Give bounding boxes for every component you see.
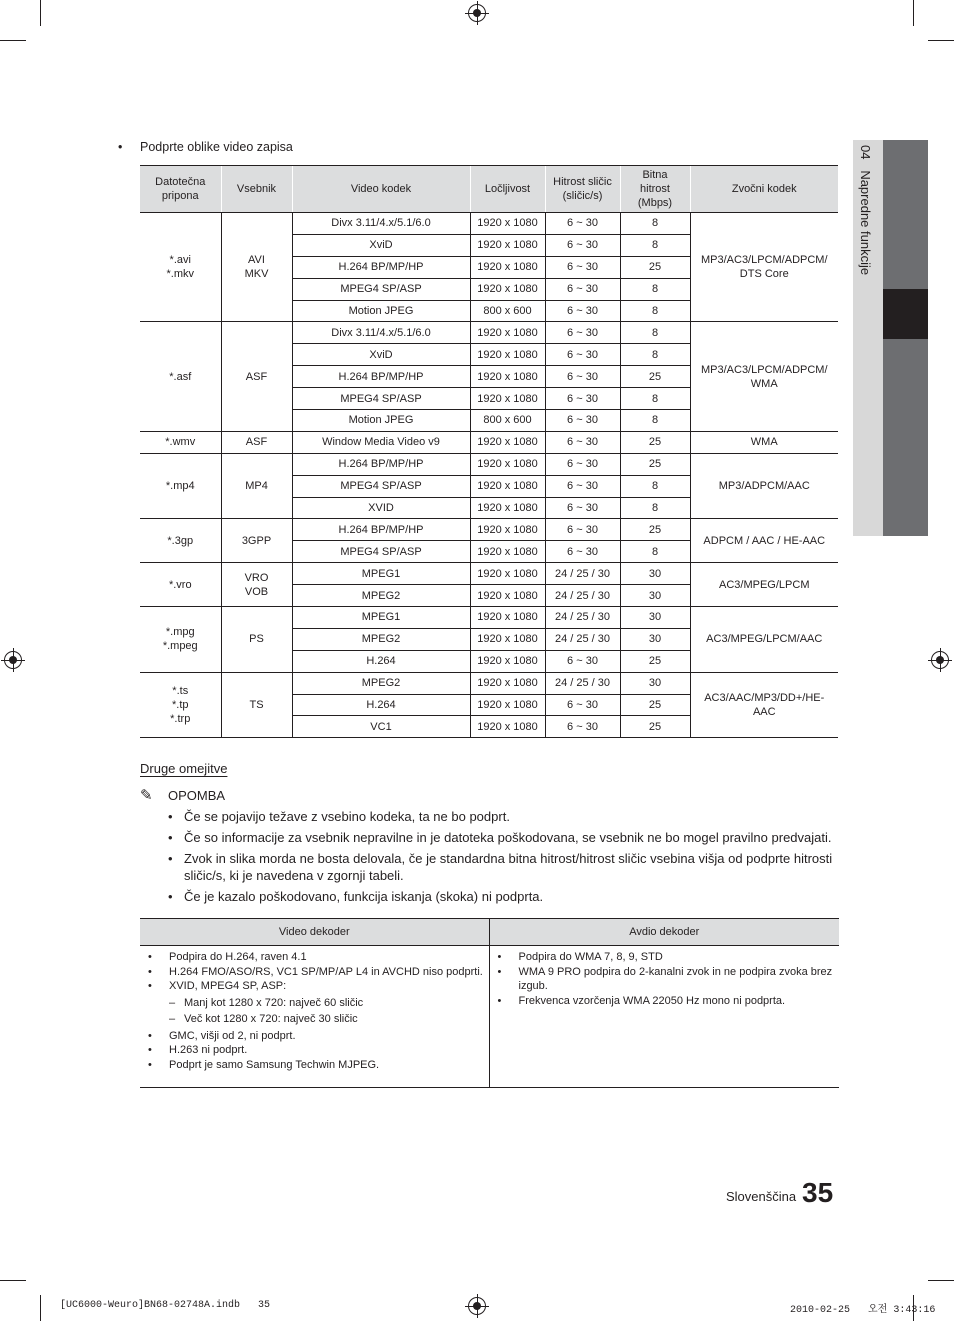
resolution-cell: 1920 x 1080 [470,234,545,256]
list-item [148,1058,489,1073]
bullet-icon: • [168,851,173,866]
audio-codec-cell: ADPCM / AAC / HE-AAC [690,519,838,563]
bullet-icon: • [497,951,502,963]
registration-mark-icon [468,4,486,22]
resolution-cell: 1920 x 1080 [470,628,545,650]
bullet-icon: • [148,965,152,978]
bit-rate-cell: 30 [620,563,690,585]
frame-rate-cell: 24 / 25 / 30 [545,585,620,607]
resolution-cell: 1920 x 1080 [470,431,545,453]
resolution-cell: 1920 x 1080 [470,322,545,344]
audio-codec-cell: WMA [690,431,838,453]
frame-rate-cell: 6 ~ 30 [545,716,620,738]
frame-rate-cell: 6 ~ 30 [545,278,620,300]
chapter-tab-marker [883,289,928,339]
header-container: Vsebnik [221,166,292,213]
note-heading [140,786,225,804]
audio-decoder-list [498,950,840,1008]
resolution-cell: 1920 x 1080 [470,278,545,300]
page-number: 35 [802,1177,834,1208]
bit-rate-cell: 8 [620,475,690,497]
frame-rate-cell: 6 ~ 30 [545,213,620,235]
video-codec-cell: H.264 [292,650,470,672]
bullet-icon: • [497,994,502,1007]
frame-rate-cell: 24 / 25 / 30 [545,563,620,585]
video-codec-cell: H.264 BP/MP/HP [292,366,470,388]
resolution-cell: 800 x 600 [470,300,545,322]
crop-mark [928,40,954,41]
video-codec-cell: XVID [292,497,470,519]
audio-codec-cell: AC3/MPEG/LPCM [690,563,838,607]
bit-rate-cell: 8 [620,410,690,432]
audio-codec-cell: MP3/AC3/LPCM/ADPCM/ DTS Core [690,213,838,322]
frame-rate-cell: 6 ~ 30 [545,431,620,453]
video-codec-cell: MPEG2 [292,628,470,650]
header-frame-rate: Hitrost sličic (sličic/s) [545,166,620,213]
intro-bullet [118,140,293,154]
bit-rate-cell: 8 [620,234,690,256]
resolution-cell: 1920 x 1080 [470,716,545,738]
decoder-table [140,918,839,1088]
list-item [498,950,840,965]
frame-rate-cell: 6 ~ 30 [545,322,620,344]
table-row [140,453,838,475]
list-item-text: Frekvenca vzorčenja WMA 22050 Hz mono ni podprta. [518,994,786,1007]
resolution-cell: 1920 x 1080 [470,672,545,694]
chapter-tab-label [858,145,873,275]
crop-mark [0,1280,26,1281]
frame-rate-cell: 6 ~ 30 [545,541,620,563]
bit-rate-cell: 25 [620,256,690,278]
video-codec-cell: Divx 3.11/4.x/5.1/6.0 [292,213,470,235]
video-codec-cell: VC1 [292,716,470,738]
bit-rate-cell: 25 [620,366,690,388]
list-item [148,1029,489,1044]
video-codec-cell: H.264 BP/MP/HP [292,453,470,475]
bit-rate-cell: 8 [620,300,690,322]
bit-rate-cell: 8 [620,344,690,366]
list-item [148,996,489,1011]
frame-rate-cell: 6 ~ 30 [545,256,620,278]
bit-rate-cell: 8 [620,278,690,300]
container-cell: AVI MKV [221,213,292,322]
bit-rate-cell: 30 [620,672,690,694]
bit-rate-cell: 25 [620,519,690,541]
note-list [168,808,848,909]
extension-cell: *.ts *.tp *.trp [140,672,221,738]
table-row [140,431,838,453]
frame-rate-cell: 6 ~ 30 [545,366,620,388]
frame-rate-cell: 6 ~ 30 [545,234,620,256]
resolution-cell: 1920 x 1080 [470,344,545,366]
video-codec-cell: Motion JPEG [292,300,470,322]
bit-rate-cell: 30 [620,628,690,650]
bit-rate-cell: 8 [620,388,690,410]
bit-rate-cell: 25 [620,650,690,672]
video-codec-cell: MPEG4 SP/ASP [292,388,470,410]
video-decoder-cell [140,946,489,1088]
bit-rate-cell: 8 [620,497,690,519]
resolution-cell: 800 x 600 [470,410,545,432]
header-resolution: Ločljivost [470,166,545,213]
registration-mark-icon [931,651,949,669]
note-item [168,829,848,846]
extension-cell: *.wmv [140,431,221,453]
video-codec-cell: Divx 3.11/4.x/5.1/6.0 [292,322,470,344]
crop-mark [40,0,41,26]
frame-rate-cell: 24 / 25 / 30 [545,672,620,694]
list-item [148,1043,489,1058]
resolution-cell: 1920 x 1080 [470,475,545,497]
table-row [140,563,838,585]
bullet-icon: • [148,1044,152,1056]
frame-rate-cell: 6 ~ 30 [545,410,620,432]
audio-decoder-header: Avdio dekoder [489,919,839,946]
list-item-text: GMC, višji od 2, ni podprt. [169,1029,296,1042]
crop-mark [928,1280,954,1281]
list-item [148,950,489,965]
video-codec-cell: Window Media Video v9 [292,431,470,453]
resolution-cell: 1920 x 1080 [470,366,545,388]
list-item [498,965,840,994]
list-item-text: H.263 ni podprt. [169,1044,248,1056]
resolution-cell: 1920 x 1080 [470,607,545,629]
note-item-text: Če se pojavijo težave z vsebino kodeka, ta ne bo podprt. [184,809,510,824]
bit-rate-cell: 30 [620,607,690,629]
container-cell: 3GPP [221,519,292,563]
video-codec-cell: MPEG4 SP/ASP [292,278,470,300]
frame-rate-cell: 6 ~ 30 [545,694,620,716]
bit-rate-cell: 30 [620,585,690,607]
list-item-text: Podprt je samo Samsung Techwin MJPEG. [169,1058,380,1071]
note-item [168,888,848,905]
bit-rate-cell: 25 [620,694,690,716]
print-slug-date: 2010-02-25 오전 3:43:16 [790,1305,936,1316]
frame-rate-cell: 6 ~ 30 [545,300,620,322]
video-codec-cell: H.264 [292,694,470,716]
audio-codec-cell: AC3/AAC/MP3/DD+/HE- AAC [690,672,838,738]
chapter-number: 04 [858,145,873,160]
video-codec-cell: MPEG2 [292,672,470,694]
print-slug-file: [UC6000-Weuro]BN68-02748A.indb 35 [60,1300,271,1311]
bullet-icon: • [118,140,123,154]
resolution-cell: 1920 x 1080 [470,388,545,410]
video-decoder-list [148,950,489,1072]
video-codec-cell: Motion JPEG [292,410,470,432]
frame-rate-cell: 6 ~ 30 [545,650,620,672]
video-codec-cell: H.264 BP/MP/HP [292,519,470,541]
list-item-text: H.264 FMO/ASO/RS, VC1 SP/MP/AP L4 in AVCHD niso podprti. [169,965,483,978]
resolution-cell: 1920 x 1080 [470,585,545,607]
header-bit-rate: Bitna hitrost (Mbps) [620,166,690,213]
registration-mark-icon [4,651,22,669]
header-extension: Datotečna pripona [140,166,221,213]
resolution-cell: 1920 x 1080 [470,256,545,278]
list-item-text: Podpira do WMA 7, 8, 9, STD [518,951,663,963]
note-item [168,808,848,825]
container-cell: ASF [221,431,292,453]
frame-rate-cell: 6 ~ 30 [545,475,620,497]
resolution-cell: 1920 x 1080 [470,497,545,519]
pencil-icon: ✎ [140,787,153,804]
list-item-text: WMA 9 PRO podpira do 2-kanalni zvok in ne podpira zvoka brez izgub. [518,965,833,992]
bullet-icon: • [148,980,152,992]
codec-table-body [140,213,838,738]
frame-rate-cell: 6 ~ 30 [545,344,620,366]
bullet-icon: • [168,830,173,845]
video-codec-cell: H.264 BP/MP/HP [292,256,470,278]
container-cell: MP4 [221,453,292,519]
list-item-text: Podpira do H.264, raven 4.1 [169,951,307,963]
list-item-text: XVID, MPEG4 SP, ASP: [169,980,287,992]
header-audio-codec: Zvočni kodek [690,166,838,213]
audio-codec-cell: MP3/ADPCM/AAC [690,453,838,519]
list-item-text: Več kot 1280 x 720: največ 30 sličic [184,1013,358,1025]
bullet-icon: • [168,809,173,824]
resolution-cell: 1920 x 1080 [470,213,545,235]
bit-rate-cell: 8 [620,213,690,235]
frame-rate-cell: 24 / 25 / 30 [545,607,620,629]
codec-table-header [140,166,838,213]
audio-codec-cell: MP3/AC3/LPCM/ADPCM/ WMA [690,322,838,431]
frame-rate-cell: 6 ~ 30 [545,388,620,410]
note-item-text: Če so informacije za vsebnik nepravilne in je datoteka poškodovana, se vsebnik ne bo mogel pravilno predvajati. [184,830,832,845]
crop-mark [913,0,914,26]
crop-mark [40,1295,41,1321]
frame-rate-cell: 6 ~ 30 [545,497,620,519]
bit-rate-cell: 8 [620,541,690,563]
note-label: OPOMBA [168,788,226,803]
video-codec-cell: XviD [292,234,470,256]
bullet-icon: • [497,965,502,978]
dash-icon: – [169,996,176,1009]
table-row [140,519,838,541]
registration-mark-icon [468,1297,486,1315]
intro-bullet-text: Podprte oblike video zapisa [140,140,293,154]
list-item [148,965,489,980]
bit-rate-cell: 8 [620,322,690,344]
list-item [148,1012,489,1027]
list-item [148,979,489,994]
extension-cell: *.mp4 [140,453,221,519]
audio-codec-cell: AC3/MPEG/LPCM/AAC [690,607,838,673]
bit-rate-cell: 25 [620,431,690,453]
extension-cell: *.avi *.mkv [140,213,221,322]
bullet-icon: • [148,1058,152,1071]
bit-rate-cell: 25 [620,716,690,738]
extension-cell: *.asf [140,322,221,431]
bullet-icon: • [148,951,152,963]
note-item [168,850,848,884]
header-video-codec: Video kodek [292,166,470,213]
frame-rate-cell: 6 ~ 30 [545,453,620,475]
video-codec-cell: MPEG4 SP/ASP [292,541,470,563]
video-codec-cell: MPEG1 [292,607,470,629]
bit-rate-cell: 25 [620,453,690,475]
list-item [498,994,840,1009]
chapter-title: Napredne funkcije [858,170,873,276]
crop-mark [0,40,26,41]
video-codec-cell: MPEG4 SP/ASP [292,475,470,497]
dash-icon: – [169,1013,176,1025]
audio-decoder-cell [489,946,839,1088]
container-cell: TS [221,672,292,738]
table-row [140,607,838,629]
note-item-text: Zvok in slika morda ne bosta delovala, če je standardna bitna hitrost/hitrost sličic vsebina višja od podprte hitrosti sličic/s, ki je navedena v zgornji tabeli. [184,851,833,883]
video-codec-cell: XviD [292,344,470,366]
codec-table [140,165,838,738]
resolution-cell: 1920 x 1080 [470,650,545,672]
extension-cell: *.mpg *.mpeg [140,607,221,673]
video-codec-cell: MPEG2 [292,585,470,607]
note-item-text: Če je kazalo poškodovano, funkcija iskanja (skoka) ni podprta. [184,889,544,904]
extension-cell: *.vro [140,563,221,607]
table-row [140,213,838,235]
bullet-icon: • [168,889,173,904]
resolution-cell: 1920 x 1080 [470,541,545,563]
container-cell: VRO VOB [221,563,292,607]
frame-rate-cell: 6 ~ 30 [545,519,620,541]
list-item-text: Manj kot 1280 x 720: največ 60 sličic [184,996,364,1009]
table-row [140,322,838,344]
resolution-cell: 1920 x 1080 [470,453,545,475]
footer-language: Slovenščina [726,1189,797,1204]
resolution-cell: 1920 x 1080 [470,563,545,585]
extension-cell: *.3gp [140,519,221,563]
frame-rate-cell: 24 / 25 / 30 [545,628,620,650]
table-row [140,672,838,694]
video-codec-cell: MPEG1 [292,563,470,585]
resolution-cell: 1920 x 1080 [470,694,545,716]
container-cell: PS [221,607,292,673]
video-decoder-header: Video dekoder [140,919,489,946]
bullet-icon: • [148,1029,152,1042]
resolution-cell: 1920 x 1080 [470,519,545,541]
container-cell: ASF [221,322,292,431]
section-title: Druge omejitve [140,761,228,776]
